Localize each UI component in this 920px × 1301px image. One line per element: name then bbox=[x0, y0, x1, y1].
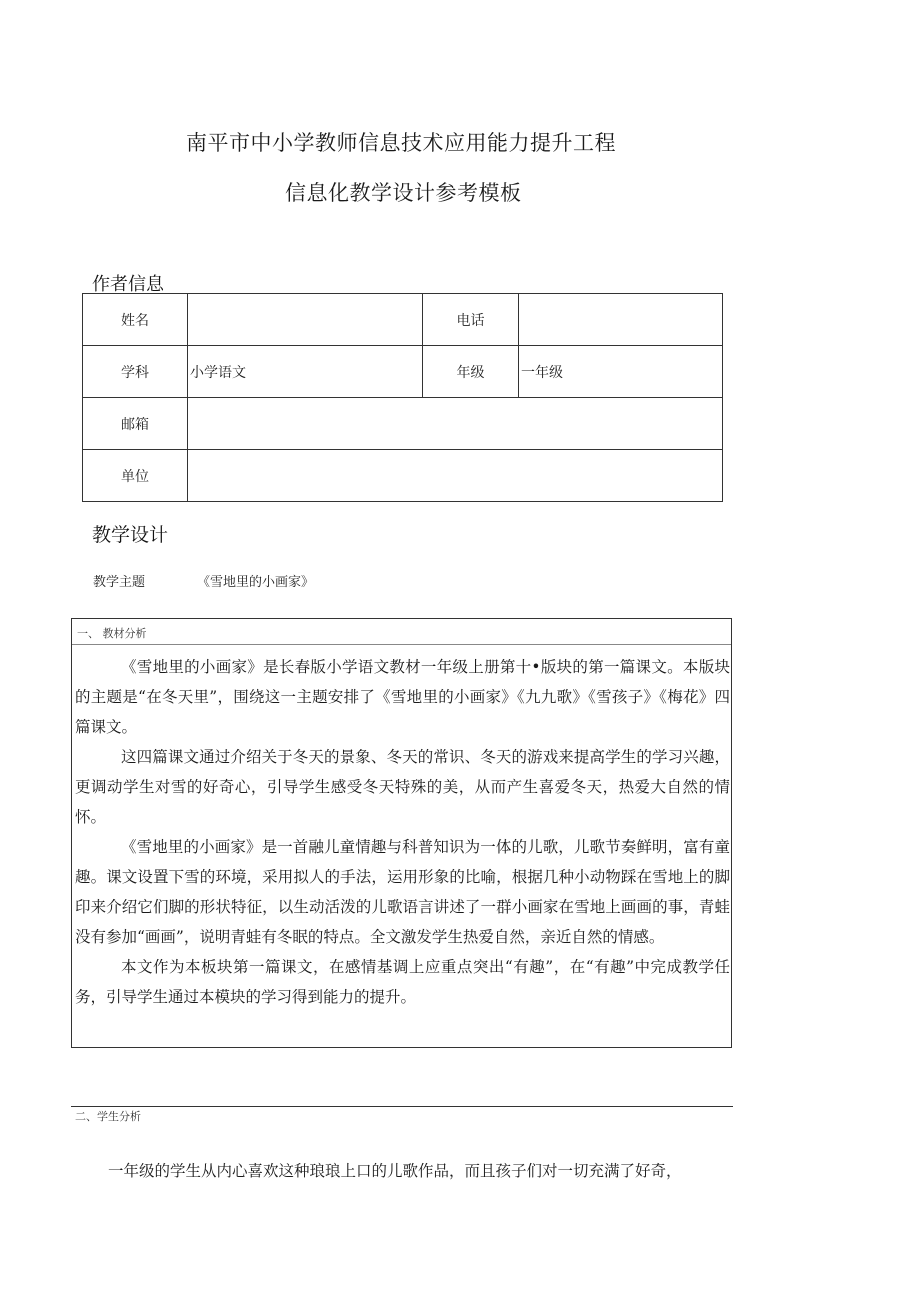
email-label: 邮箱 bbox=[83, 398, 188, 450]
phone-value[interactable] bbox=[519, 294, 723, 346]
material-analysis-box bbox=[71, 618, 732, 1048]
subject-value[interactable]: 小学语文 bbox=[188, 346, 423, 398]
material-analysis-body bbox=[75, 652, 730, 1012]
author-info-table bbox=[82, 293, 723, 502]
material-analysis-title: 一、 教材分析 bbox=[77, 627, 147, 640]
divider bbox=[72, 644, 731, 645]
teaching-design-heading: 教学设计 bbox=[92, 524, 169, 546]
paragraph: 《雪地里的小画家》是长春版小学语文教材一年级上册第十•版块的第一篇课文。本版块的主题是“在冬天里”，围绕这一主题安排了《雪地里的小画家》《九九歌》《雪孩子》《梅花》四篇课文。 bbox=[75, 658, 730, 736]
table-row bbox=[83, 346, 723, 398]
document-subtitle: 信息化教学设计参考模板 bbox=[285, 181, 522, 205]
paragraph: 《雪地里的小画家》是一首融儿童情趣与科普知识为一体的儿歌，儿歌节奏鲜明，富有童趣。课文设置下雪的环境，采用拟人的手法，运用形象的比喻，根据几种小动物踩在雪地上的脚印来介绍它们脚的形状特征，以生动活泼的儿歌语言讲述了一群小画家在雪地上画画的事，青蛙没有参加“画画”，说明青蛙有冬眠的特点。全文激发学生热爱自然，亲近自然的情感。 bbox=[75, 838, 730, 946]
name-label: 姓名 bbox=[83, 294, 188, 346]
document-title: 南平市中小学教师信息技术应用能力提升工程 bbox=[186, 131, 616, 155]
teaching-topic-value: 《雪地里的小画家》 bbox=[197, 575, 315, 590]
teaching-topic-label: 教学主题 bbox=[93, 575, 146, 590]
table-row bbox=[83, 398, 723, 450]
paragraph: 本文作为本板块第一篇课文，在感情基调上应重点突出“有趣”，在“有趣”中完成教学任务，引导学生通过本模块的学习得到能力的提升。 bbox=[75, 958, 730, 1006]
phone-label: 电话 bbox=[423, 294, 519, 346]
table-row bbox=[83, 294, 723, 346]
divider bbox=[71, 1106, 733, 1107]
author-info-heading: 作者信息 bbox=[92, 274, 164, 295]
student-analysis-text: 一年级的学生从内心喜欢这种琅琅上口的儿歌作品，而且孩子们对一切充满了好奇， bbox=[108, 1162, 682, 1180]
subject-label: 学科 bbox=[83, 346, 188, 398]
organization-value[interactable] bbox=[188, 450, 723, 502]
paragraph: 这四篇课文通过介绍关于冬天的景象、冬天的常识、冬天的游戏来提高学生的学习兴趣，更调动学生对雪的好奇心，引导学生感受冬天特殊的美，从而产生喜爱冬天，热爱大自然的情怀。 bbox=[75, 748, 730, 826]
organization-label: 单位 bbox=[83, 450, 188, 502]
student-analysis-title: 二、学生分析 bbox=[75, 1110, 141, 1123]
table-row bbox=[83, 450, 723, 502]
grade-label: 年级 bbox=[423, 346, 519, 398]
email-value[interactable] bbox=[188, 398, 723, 450]
teaching-topic-row bbox=[93, 571, 314, 590]
name-value[interactable] bbox=[188, 294, 423, 346]
grade-value[interactable]: 一年级 bbox=[519, 346, 723, 398]
